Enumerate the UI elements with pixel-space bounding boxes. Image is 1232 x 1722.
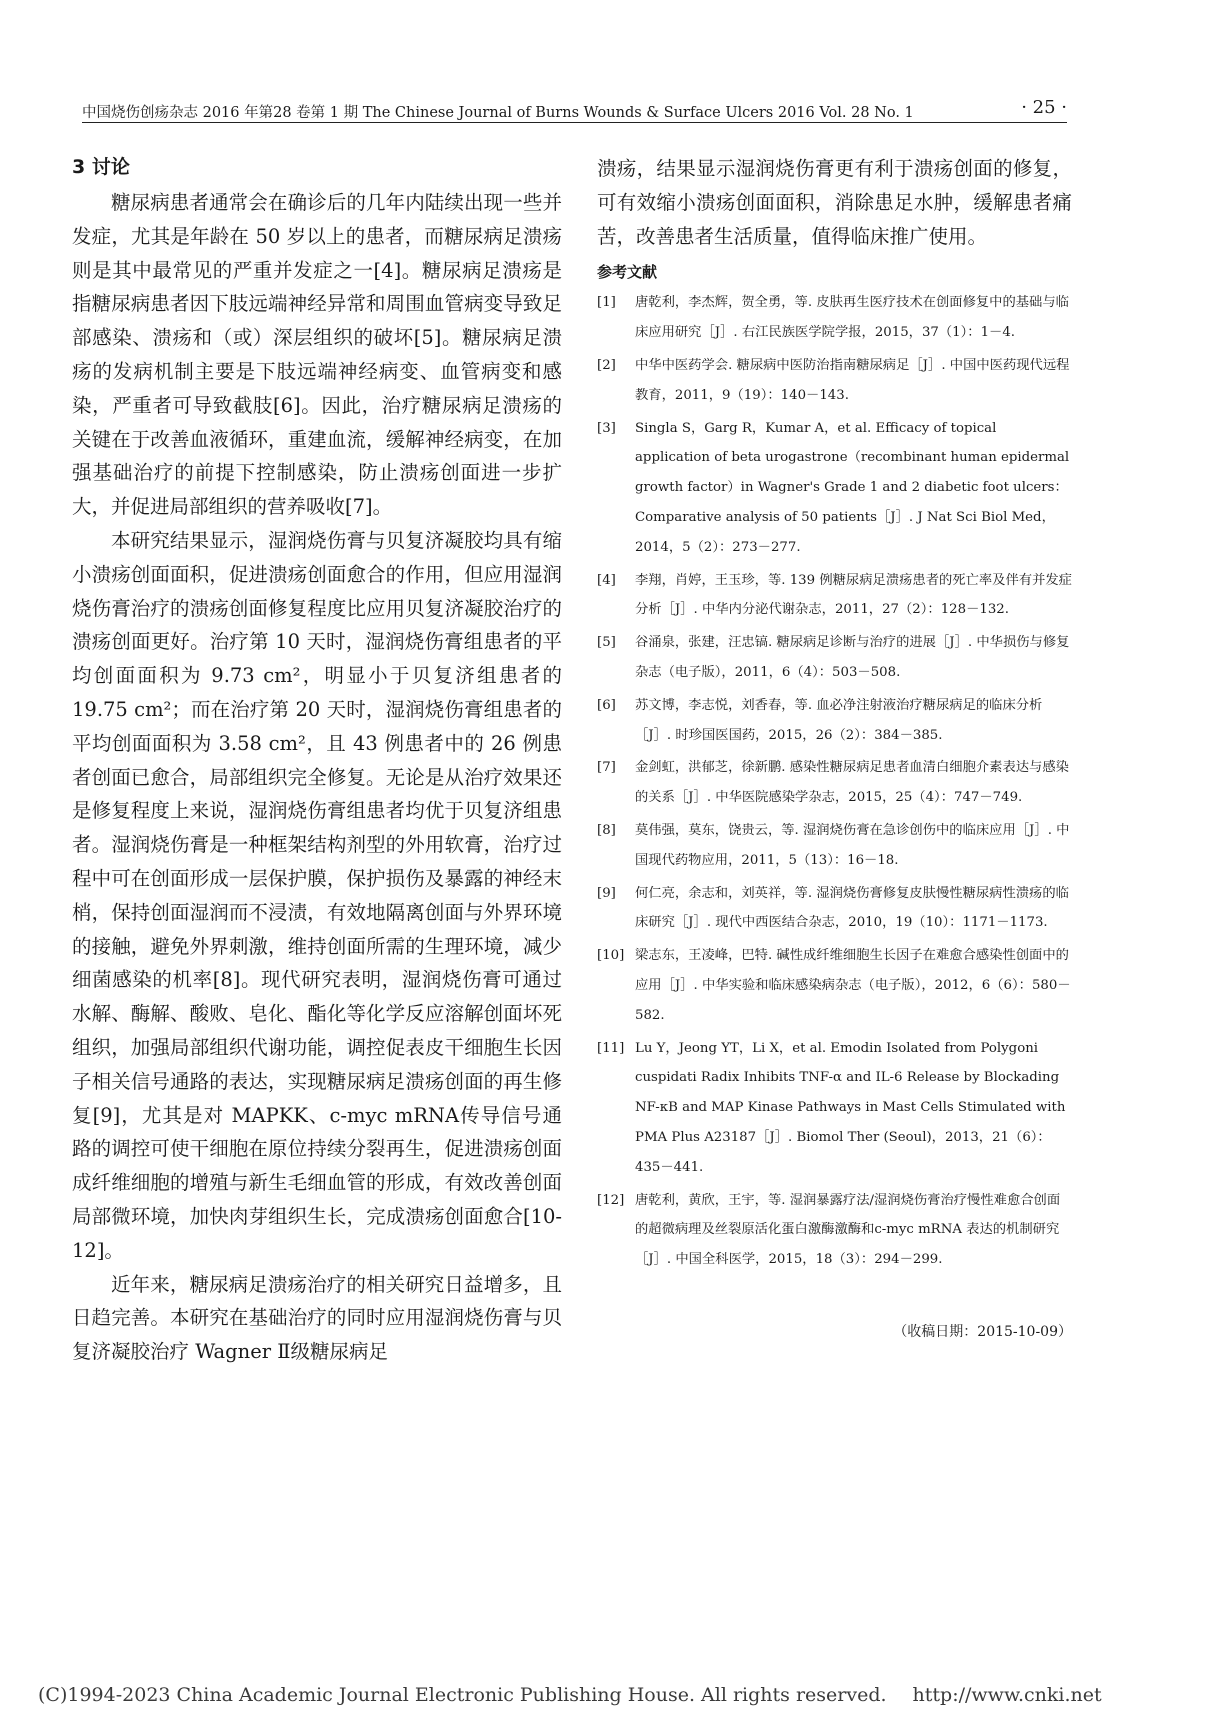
reference-text: Lu Y，Jeong YT，Li X，et al. Emodin Isolated from Polygoni cuspidati Radix Inhibits TNF-α and IL-6 Release by Blockading NF-κB and MAP Kinase Pathways in Mast Cells Stimulated with PMA Plus A23187［J］. Biomol Ther (Seoul)，2013，21（6）：435－441. [635, 1040, 1066, 1175]
reference-number: [12] [597, 1192, 625, 1208]
reference-number: [8] [597, 822, 616, 838]
reference-text: 中华中医药学会. 糖尿病中医防治指南糖尿病足［J］. 中国中医药现代远程教育，2011，9（19）：140－143. [635, 357, 1070, 403]
reference-number: [5] [597, 635, 616, 651]
reference-item [597, 566, 1072, 626]
reference-number: [11] [597, 1040, 625, 1056]
received-date: （收稿日期：2015-10-09） [893, 1323, 1072, 1340]
left-column [72, 152, 562, 1369]
header-rule [82, 122, 1067, 123]
body-paragraph: 本研究结果显示，湿润烧伤膏与贝复济凝胶均具有缩小溃疡创面面积，促进溃疡创面愈合的作用，但应用湿润烧伤膏治疗的溃疡创面修复程度比应用贝复济凝胶治疗的溃疡创面更好。治疗第 10 天时，湿润烧伤膏组患者的平均创面面积为 9.73 cm²，明显小于贝复济组患者的 19.75 cm²；而在治疗第 20 天时，湿润烧伤膏组患者的平均创面面积为 3.58 cm²，且 43 例患者中的 26 例患者创面已愈合，局部组织完全修复。无论是从治疗效果还是修复程度上来说，湿润烧伤膏组患者均优于贝复济组患者。湿润烧伤膏是一种框架结构剂型的外用软膏，治疗过程中可在创面形成一层保护膜，保护损伤及暴露的神经末梢，保持创面湿润而不浸渍，有效地隔离创面与外界环境的接触，避免外界刺激，维持创面所需的生理环境，减少细菌感染的机率[8]。现代研究表明，湿润烧伤膏可通过水解、酶解、酸败、皂化、酯化等化学反应溶解创面坏死组织，加强局部组织代谢功能，调控促表皮干细胞生长因子相关信号通路的表达，实现糖尿病足溃疡创面的再生修复[9]，尤其是对 MAPKK、c-myc mRNA传导信号通路的调控可使干细胞在原位持续分裂再生，促进溃疡创面成纤维细胞的增殖与新生毛细血管的形成，有效改善创面局部微环境，加快肉芽组织生长，完成溃疡创面愈合[10-12]。 [72, 528, 562, 1262]
reference-text: 李翔，肖婷，王玉珍，等. 139 例糖尿病足溃疡患者的死亡率及伴有并发症分析［J］. 中华内分泌代谢杂志，2011，27（2）：128－132. [635, 572, 1072, 618]
reference-text: 金剑虹，洪郁芝，徐新鹏. 感染性糖尿病足患者血清白细胞介素表达与感染的关系［J］. 中华医院感染学杂志，2015，25（4）：747－749. [635, 760, 1069, 806]
reference-text: 谷涌泉，张建，汪忠镐. 糖尿病足诊断与治疗的进展［J］. 中华损伤与修复杂志（电子版），2011，6（4）：503－508. [635, 635, 1070, 680]
section-title: 3 讨论 [72, 156, 130, 178]
reference-number: [7] [597, 760, 616, 776]
journal-header: 中国烧伤创疡杂志 2016 年第28 卷第 1 期 The Chinese Journal of Burns Wounds & Surface Ulcers 2016 Vol. 28 No. 1 [82, 105, 914, 121]
reference-text: 何仁亮，余志和，刘英祥，等. 湿润烧伤膏修复皮肤慢性糖尿病性溃疡的临床研究［J］. 现代中西医结合杂志，2010，19（10）：1171－1173. [635, 885, 1069, 931]
copyright-notice: (C)1994-2023 China Academic Journal Electronic Publishing House. All rights reserved. [38, 1684, 887, 1706]
reference-text: 苏文博，李志悦，刘香春，等. 血必净注射液治疗糖尿病足的临床分析［J］. 时珍国医国药，2015，26（2）：384－385. [635, 697, 1043, 743]
reference-number: [10] [597, 948, 625, 964]
reference-item [597, 941, 1072, 1030]
page-footer [38, 1684, 1102, 1706]
reference-number: [6] [597, 697, 616, 713]
reference-item [597, 628, 1072, 688]
body-paragraph: 近年来，糖尿病足溃疡治疗的相关研究日益增多，且日趋完善。本研究在基础治疗的同时应用湿润烧伤膏与贝复济凝胶治疗 Wagner Ⅱ级糖尿病足 [72, 1272, 562, 1364]
body-paragraph-continued: 溃疡，结果显示湿润烧伤膏更有利于溃疡创面的修复，可有效缩小溃疡创面面积，消除患足水肿，缓解患者痛苦，改善患者生活质量，值得临床推广使用。 [597, 157, 1072, 248]
references-title: 参考文献 [597, 263, 658, 282]
right-column [597, 152, 1072, 1341]
reference-text: 梁志东，王凌峰，巴特. 碱性成纤维细胞生长因子在难愈合感染性创面中的应用［J］. 中华实验和临床感染病杂志（电子版），2012，6（6）：580－582. [635, 948, 1071, 1023]
reference-item [597, 691, 1072, 751]
reference-text: 唐乾利，李杰辉，贺全勇，等. 皮肤再生医疗技术在创面修复中的基础与临床应用研究［J］. 右江民族医学院学报，2015，37（1）：1－4. [635, 295, 1069, 341]
footer-url: http://www.cnki.net [912, 1684, 1102, 1706]
reference-text: Singla S，Garg R，Kumar A，et al. Efficacy of topical application of beta urogastrone（recombinant human epidermal growth factor）in Wagner's Grade 1 and 2 diabetic foot ulcers：Comparative analysis of 50 patients［J］. J Nat Sci Biol Med，2014，5（2）：273－277. [635, 420, 1070, 555]
reference-number: [9] [597, 885, 616, 901]
page-number: · 25 · [1021, 97, 1067, 118]
reference-item [597, 288, 1072, 348]
reference-item [597, 1186, 1072, 1275]
reference-number: [1] [597, 295, 616, 311]
reference-item [597, 351, 1072, 411]
running-header [82, 95, 1067, 123]
reference-text: 唐乾利，黄欣，王宇，等. 湿润暴露疗法/湿润烧伤膏治疗慢性难愈合创面的超微病理及丝裂原活化蛋白激酶激酶和c-myc mRNA 表达的机制研究［J］. 中国全科医学，2015，18（3）：294－299. [635, 1192, 1061, 1268]
reference-text: 莫伟强，莫东，饶贵云，等. 湿润烧伤膏在急诊创伤中的临床应用［J］. 中国现代药物应用，2011，5（13）：16－18. [635, 822, 1070, 868]
reference-item [597, 414, 1072, 563]
reference-item [597, 1034, 1072, 1183]
reference-item [597, 879, 1072, 939]
reference-item [597, 816, 1072, 876]
body-paragraph: 糖尿病患者通常会在确诊后的几年内陆续出现一些并发症，尤其是年龄在 50 岁以上的患者，而糖尿病足溃疡则是其中最常见的严重并发症之一[4]。糖尿病足溃疡是指糖尿病患者因下肢远端神经异常和周围血管病变导致足部感染、溃疡和（或）深层组织的破坏[5]。糖尿病足溃疡的发病机制主要是下肢远端神经病变、血管病变和感染，严重者可导致截肢[6]。因此，治疗糖尿病足溃疡的关键在于改善血液循环，重建血流，缓解神经病变，在加强基础治疗的前提下控制感染，防止溃疡创面进一步扩大，并促进局部组织的营养吸收[7]。 [72, 191, 562, 519]
reference-number: [4] [597, 572, 616, 588]
reference-number: [2] [597, 357, 616, 373]
reference-number: [3] [597, 420, 616, 436]
reference-item [597, 753, 1072, 813]
